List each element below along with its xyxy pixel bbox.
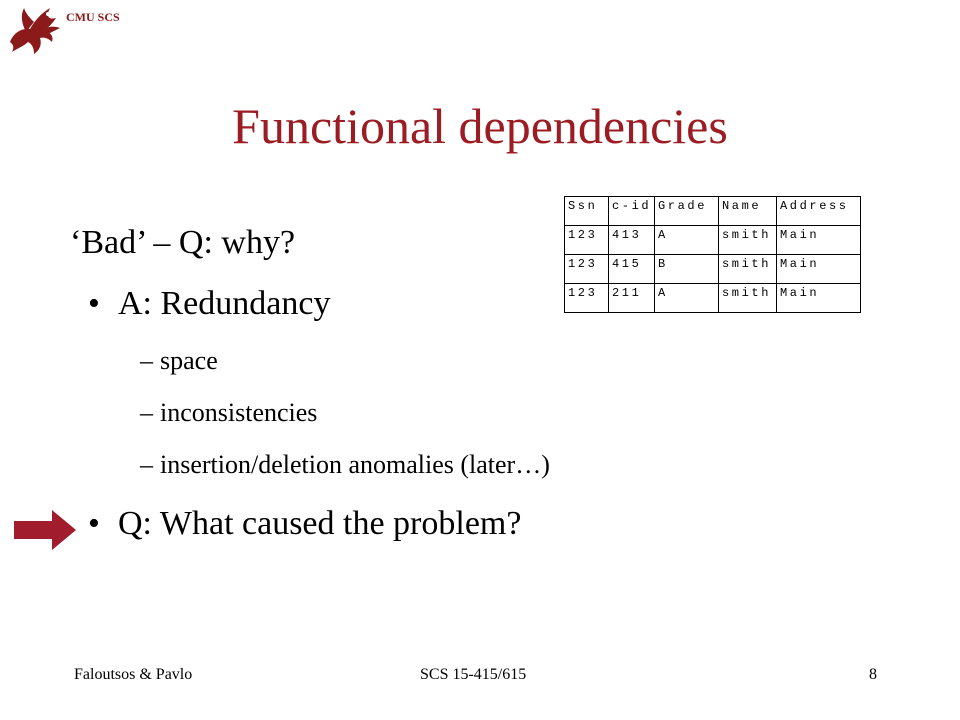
table-cell: Main xyxy=(777,255,861,284)
relation-table xyxy=(564,196,861,313)
table-header-row xyxy=(565,197,861,226)
sub-bullet-marker: – xyxy=(140,346,153,375)
footer-authors: Faloutsos & Pavlo xyxy=(74,666,193,683)
table-cell: Main xyxy=(777,284,861,313)
bullet-what-caused xyxy=(88,504,708,544)
sub-bullet-text: space xyxy=(160,346,218,375)
table-cell: 415 xyxy=(609,255,655,284)
table-cell: 211 xyxy=(609,284,655,313)
sub-bullet-marker: – xyxy=(140,398,153,427)
sub-bullet-space xyxy=(140,345,440,377)
table-row xyxy=(565,226,861,255)
page-number: 8 xyxy=(869,666,877,683)
table-cell: B xyxy=(655,255,719,284)
cmu-griffin-logo-icon xyxy=(4,2,64,58)
sub-bullet-marker: – xyxy=(140,450,153,479)
table-cell: smith xyxy=(719,284,777,313)
table-cell: 413 xyxy=(609,226,655,255)
table-header-cell: Address xyxy=(777,197,861,226)
footer-course: SCS 15-415/615 xyxy=(420,666,527,683)
sub-bullet-anomalies xyxy=(140,449,760,481)
table-header-cell: Ssn xyxy=(565,197,609,226)
red-arrow-icon xyxy=(14,510,76,550)
sub-bullet-text: inconsistencies xyxy=(160,398,318,427)
table-header-cell: Name xyxy=(719,197,777,226)
sub-bullet-text: insertion/deletion anomalies (later…) xyxy=(160,450,550,479)
slide-title: Functional dependencies xyxy=(232,98,728,154)
table-cell: A xyxy=(655,284,719,313)
table-cell: A xyxy=(655,226,719,255)
table-cell: 123 xyxy=(565,284,609,313)
table-cell: 123 xyxy=(565,226,609,255)
bullet-marker: • xyxy=(88,285,100,322)
table-cell: smith xyxy=(719,226,777,255)
table-cell: Main xyxy=(777,226,861,255)
table-row xyxy=(565,255,861,284)
table-cell: smith xyxy=(719,255,777,284)
sub-bullet-inconsistencies xyxy=(140,397,440,429)
bullet-redundancy xyxy=(88,284,608,324)
table-header-cell: Grade xyxy=(655,197,719,226)
bullet-text: Q: What caused the problem? xyxy=(118,505,522,542)
bullet-text: A: Redundancy xyxy=(118,285,331,322)
bullet-marker: • xyxy=(88,505,100,542)
table-row xyxy=(565,284,861,313)
question-line: ‘Bad’ – Q: why? xyxy=(70,224,296,261)
org-label: CMU SCS xyxy=(66,10,120,24)
table-header-cell: c-id xyxy=(609,197,655,226)
table-cell: 123 xyxy=(565,255,609,284)
